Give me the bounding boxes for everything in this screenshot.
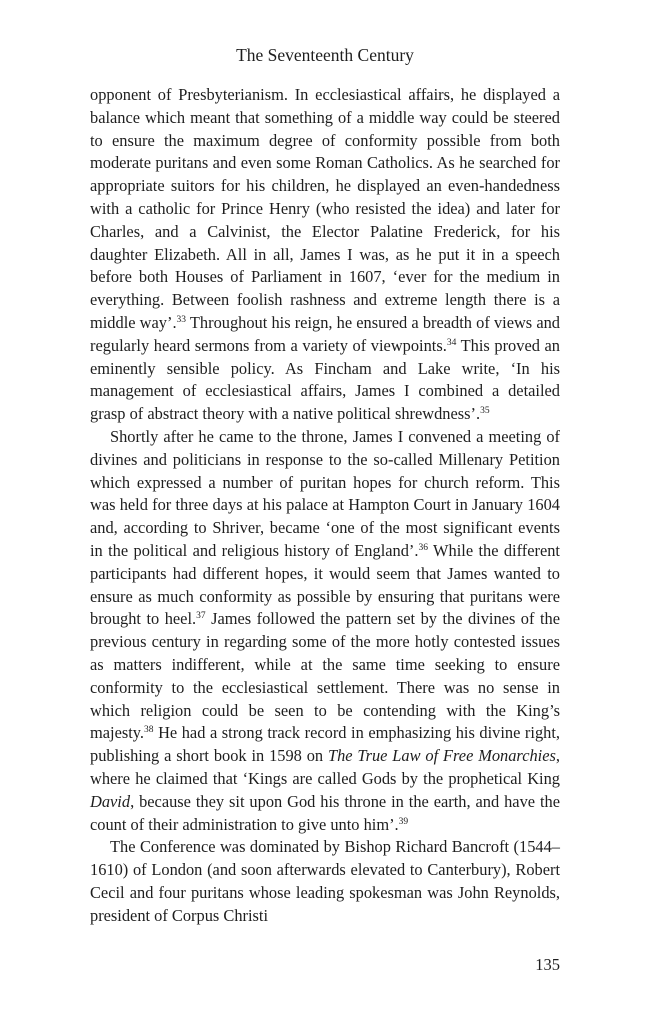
italic-title: The True Law of Free Monarchies — [327, 746, 556, 766]
footnote-ref: 39 — [398, 816, 409, 827]
text-run: Throughout his reign, he ensured a breadth of views and regularly heard sermons from a variety of viewpoints. — [90, 312, 560, 355]
text-run: James followed the pattern set by the divines of the previous century in regarding some of the more hotly contested issues as matters indifferent, while at the same time seeking to ensure conformity to the ecclesiastical settlement. There was no sense in which religion could be seen to be contending with the King’s majesty. — [90, 609, 560, 743]
paragraph — [90, 836, 560, 927]
footnote-ref: 34 — [446, 337, 457, 348]
italic-title: David — [90, 791, 131, 811]
text-run: This proved an eminently sensible policy. As Fincham and Lake write, ‘In his management of ecclesiastical affairs, James I combined a detailed grasp of abstract theory with a native political shrewdness’. — [90, 335, 561, 424]
text-run: He had a strong track record in emphasizing his divine right, publishing a short book in 1598 on — [90, 723, 560, 766]
footnote-ref: 37 — [196, 611, 206, 622]
footnote-ref: 36 — [418, 542, 428, 553]
paragraph — [90, 84, 560, 426]
text-run: While the different participants had different hopes, it would seem that James wanted to ensure as much conformity as possible by ensuring that puritans were brought to heel. — [90, 540, 560, 629]
text-run: opponent of Presbyterianism. In ecclesiastical affairs, he displayed a balance which meant that something of a middle way could be steered to ensure the maximum degree of conformity possible from both moderate puritans and even some Roman Catholics. As he searched for appropriate suitors for his children, he displayed an even-handedness with a catholic for Prince Henry (who resisted the idea) and later for Charles, and a Calvinist, the Elector Palatine Frederick, for his daughter Elizabeth. All in all, James I was, as he put it in a speech before both Houses of Parliament in 1607, ‘ever for the medium in everything. Between foolish rashness and extreme length there is a middle way’. — [90, 85, 560, 332]
page-number: 135 — [535, 955, 560, 974]
footnote-ref: 35 — [480, 406, 490, 417]
text-run: , because they sit upon God his throne in the earth, and have the count of their administration to give unto him’. — [90, 791, 560, 834]
footnote-ref: 33 — [176, 314, 187, 325]
text-run: Shortly after he came to the throne, James I convened a meeting of divines and politicians in response to the so-called Millenary Petition which expressed a number of puritan hopes for church reform. This was held for three days at his palace at Hampton Court in January 1604 and, according to Shriver, became ‘one of the most significant events in the political and religious history of England’. — [90, 426, 560, 560]
text-run: , where he claimed that ‘Kings are called Gods by the prophetical King — [90, 746, 560, 788]
footnote-ref: 38 — [144, 725, 154, 736]
running-head: The Seventeenth Century — [236, 45, 414, 65]
text-run: The Conference was dominated by Bishop Richard Bancroft (1544–1610) of London (and soon afterwards elevated to Canterbury), Robert Cecil and four puritans whose leading spokesman was John Reynolds, president of Corpus Christi — [90, 837, 560, 925]
body-text — [90, 84, 560, 927]
paragraph — [90, 426, 560, 836]
